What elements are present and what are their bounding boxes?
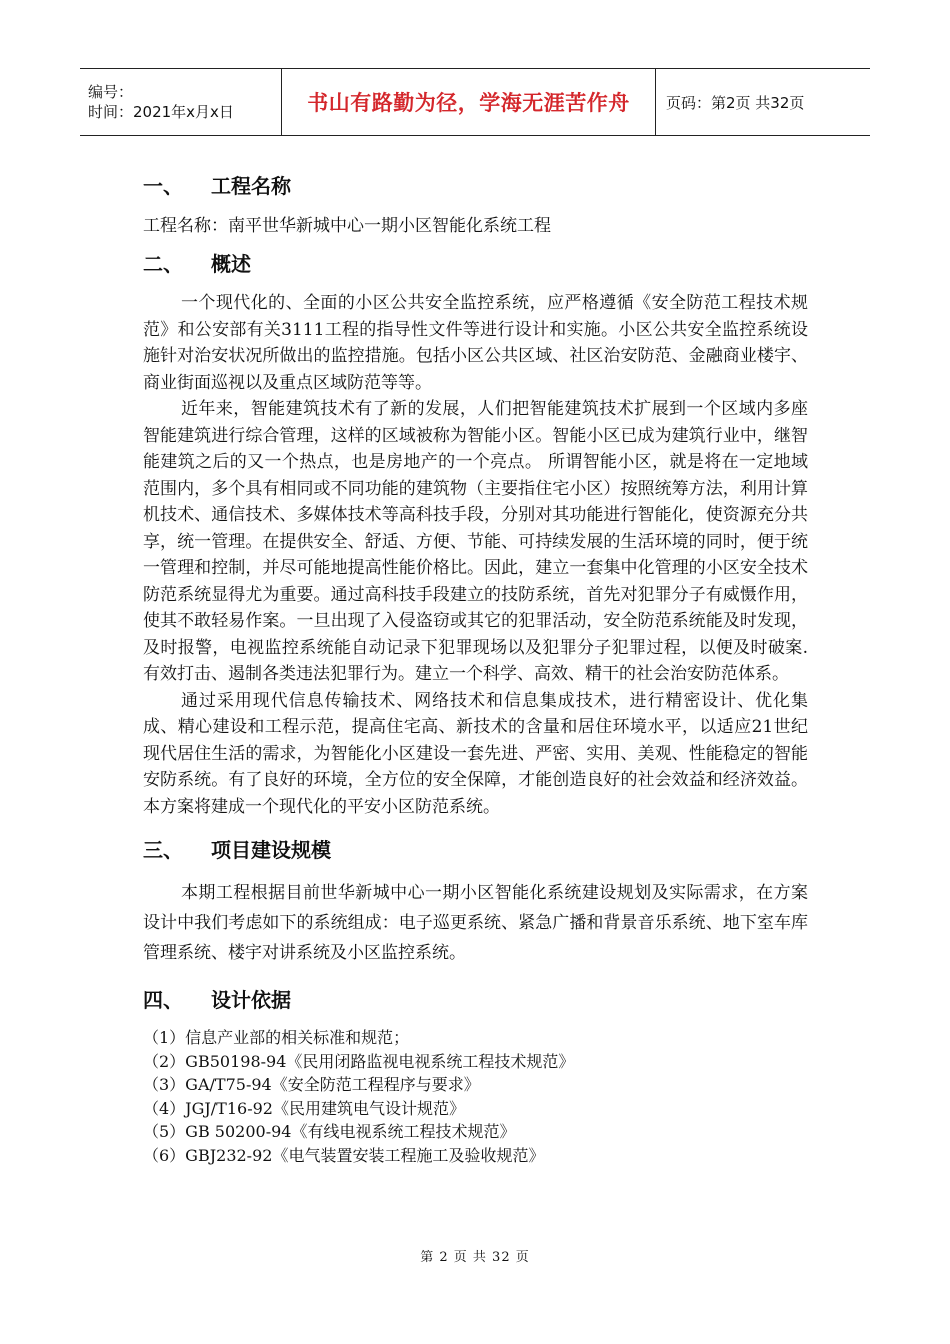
section-number: 四、 <box>143 988 183 1012</box>
section-title: 设计依据 <box>211 988 291 1012</box>
header-page-info: 页码：第2页 共32页 <box>666 93 805 112</box>
paragraph: 本期工程根据目前世华新城中心一期小区智能化系统建设规划及实际需求，在方案设计中我们考虑如下的系统组成：电子巡更系统、紧急广播和背景音乐系统、地下室车库管理系统、楼宇对讲系统及小区监控系统。 <box>143 883 808 963</box>
document-body <box>143 168 808 1167</box>
paragraph: 近年来，智能建筑技术有了新的发展，人们把智能建筑技术扩展到一个区域内多座智能建筑进行综合管理，这样的区域被称为智能小区。智能小区已成为建筑行业中，继智能建筑之后的又一个热点，也是房地产的一个亮点。 所谓智能小区，就是将在一定地域范围内，多个具有相同或不同功能的建筑物（主要指住宅小区）按照统筹方法，利用计算机技术、通信技术、多媒体技术等高科技手段，分别对其功能进行智能化，使资源充分共享，统一管理。在提供安全、舒适、方便、节能、可持续发展的生活环境的同时，便于统一管理和控制，并尽可能地提高性能价格比。因此，建立一套集中化管理的小区安全技术防范系统显得尤为重要。通过高科技手段建立的技防系统，首先对犯罪分子有威慑作用，使其不敢轻易作案。一旦出现了入侵盗窃或其它的犯罪活动，安全防范系统能及时发现，及时报警，电视监控系统能自动记录下犯罪现场以及犯罪分子犯罪过程，以便及时破案.有效打击、遏制各类违法犯罪行为。建立一个科学、高效、精干的社会治安防范体系。 <box>143 399 808 684</box>
section-heading <box>143 168 808 204</box>
header-meta <box>80 69 282 135</box>
list-item: （2）GB50198-94《民用闭路监视电视系统工程技术规范》 <box>143 1051 575 1071</box>
section-heading <box>143 246 808 282</box>
serial-label: 编号： <box>88 83 134 101</box>
list-item: （6）GBJ232-92《电气装置安装工程施工及验收规范》 <box>143 1145 545 1165</box>
list-item: （1）信息产业部的相关标准和规范； <box>143 1028 410 1047</box>
paragraph: 一个现代化的、全面的小区公共安全监控系统，应严格遵循《安全防范工程技术规范》和公安部有关3111工程的指导性文件等进行设计和实施。小区公共安全监控系统设施针对治安状况所做出的监控措施。包括小区公共区域、社区治安防范、金融商业楼宇、商业街面巡视以及重点区域防范等等。 <box>143 293 808 393</box>
section-title: 概述 <box>211 252 251 276</box>
section-number: 二、 <box>143 252 183 276</box>
section-heading <box>143 982 808 1018</box>
section-heading <box>143 832 808 868</box>
section-title: 项目建设规模 <box>211 838 331 862</box>
header-motto: 书山有路勤为径，学海无涯苦作舟 <box>282 69 656 135</box>
list-item: （4）JGJ/T16-92《民用建筑电气设计规范》 <box>143 1098 465 1118</box>
section-number: 三、 <box>143 838 183 862</box>
page-footer: 第 2 页 共 32 页 <box>420 1250 530 1265</box>
page-header <box>80 68 870 136</box>
section-number: 一、 <box>143 174 183 198</box>
paragraph: 通过采用现代信息传输技术、网络技术和信息集成技术，进行精密设计、优化集成、精心建设和工程示范，提高住宅高、新技术的含量和居住环境水平，以适应21世纪现代居住生活的需求，为智能化小区建设一套先进、严密、实用、美观、性能稳定的智能安防系统。有了良好的环境，全方位的安全保障，才能创造良好的社会效益和经济效益。本方案将建成一个现代化的平安小区防范系统。 <box>143 690 808 817</box>
list-item: （3）GA/T75-94《安全防范工程程序与要求》 <box>143 1075 480 1094</box>
design-basis-list <box>143 1026 808 1167</box>
date-label: 时间：2021年x月x日 <box>88 103 234 121</box>
list-item: （5）GB 50200-94《有线电视系统工程技术规范》 <box>143 1122 516 1141</box>
section-title: 工程名称 <box>211 174 291 198</box>
project-name-text: 工程名称：南平世华新城中心一期小区智能化系统工程 <box>143 216 551 236</box>
